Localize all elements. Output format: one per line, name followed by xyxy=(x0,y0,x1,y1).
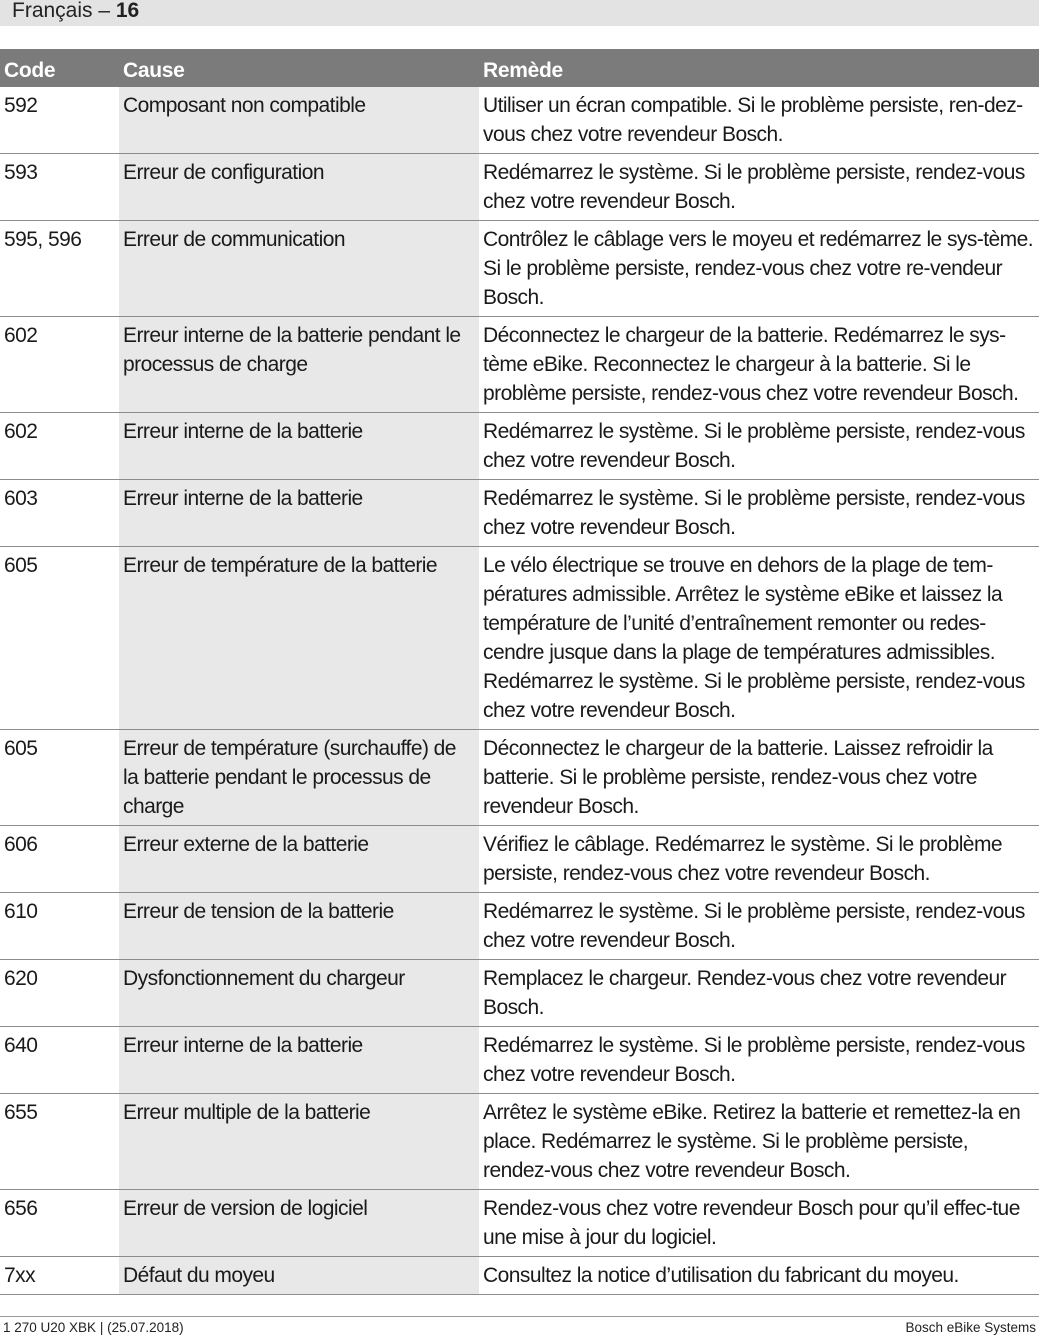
remedy-cell: Arrêtez le système eBike. Retirez la batterie et remettez-la en place. Redémarrez le système. Si le problème persiste, rendez-vous chez votre revendeur Bosch. xyxy=(479,1094,1039,1190)
table-row xyxy=(0,480,1039,547)
footer-brand: Bosch eBike Systems xyxy=(905,1320,1036,1335)
code-cell: 602 xyxy=(0,413,119,480)
remedy-cell: Consultez la notice d’utilisation du fabricant du moyeu. xyxy=(479,1257,1039,1295)
table-row xyxy=(0,893,1039,960)
table-row xyxy=(0,730,1039,826)
cause-cell: Erreur multiple de la batterie xyxy=(119,1094,479,1190)
code-cell: 606 xyxy=(0,826,119,893)
footer-divider xyxy=(0,1316,1039,1317)
table-row xyxy=(0,826,1039,893)
remedy-cell: Redémarrez le système. Si le problème persiste, rendez-vous chez votre revendeur Bosch. xyxy=(479,154,1039,221)
footer-document-id: 1 270 U20 XBK | (25.07.2018) xyxy=(3,1320,184,1335)
code-cell: 640 xyxy=(0,1027,119,1094)
cause-cell: Erreur de configuration xyxy=(119,154,479,221)
remedy-cell: Redémarrez le système. Si le problème persiste, rendez-vous chez votre revendeur Bosch. xyxy=(479,1027,1039,1094)
remedy-cell: Contrôlez le câblage vers le moyeu et redémarrez le sys-tème. Si le problème persiste, rendez-vous chez votre re-vendeur Bosch. xyxy=(479,221,1039,317)
code-cell: 602 xyxy=(0,317,119,413)
table-row xyxy=(0,154,1039,221)
table-row xyxy=(0,221,1039,317)
remedy-cell: Déconnectez le chargeur de la batterie. Redémarrez le sys-tème eBike. Reconnectez le chargeur à la batterie. Si le problème persiste, rendez-vous chez votre revendeur Bosch. xyxy=(479,317,1039,413)
code-cell: 603 xyxy=(0,480,119,547)
column-header-remedy: Remède xyxy=(479,49,1039,87)
remedy-cell: Le vélo électrique se trouve en dehors de la plage de tem-pératures admissible. Arrêtez le système eBike et laissez la température de l’unité d’entraînement remonter ou redes-cendre jusque dans la plage de températures admissibles. Redémarrez le système. Si le problème persiste, rendez-vous chez votre revendeur Bosch. xyxy=(479,547,1039,730)
code-cell: 656 xyxy=(0,1190,119,1257)
cause-cell: Dysfonctionnement du chargeur xyxy=(119,960,479,1027)
remedy-cell: Redémarrez le système. Si le problème persiste, rendez-vous chez votre revendeur Bosch. xyxy=(479,893,1039,960)
cause-cell: Erreur interne de la batterie xyxy=(119,1027,479,1094)
table-row xyxy=(0,1190,1039,1257)
page-number: 16 xyxy=(115,0,140,22)
page-header xyxy=(0,0,1039,26)
cause-cell: Erreur de communication xyxy=(119,221,479,317)
remedy-cell: Utiliser un écran compatible. Si le problème persiste, ren-dez-vous chez votre revendeur Bosch. xyxy=(479,87,1039,154)
table-row xyxy=(0,317,1039,413)
table-row xyxy=(0,87,1039,154)
code-cell: 7xx xyxy=(0,1257,119,1295)
cause-cell: Erreur de tension de la batterie xyxy=(119,893,479,960)
column-header-code: Code xyxy=(0,49,119,87)
page-header-label xyxy=(12,0,139,22)
remedy-cell: Redémarrez le système. Si le problème persiste, rendez-vous chez votre revendeur Bosch. xyxy=(479,413,1039,480)
cause-cell: Composant non compatible xyxy=(119,87,479,154)
cause-cell: Erreur externe de la batterie xyxy=(119,826,479,893)
remedy-cell: Vérifiez le câblage. Redémarrez le système. Si le problème persiste, rendez-vous chez votre revendeur Bosch. xyxy=(479,826,1039,893)
remedy-cell: Remplacez le chargeur. Rendez-vous chez votre revendeur Bosch. xyxy=(479,960,1039,1027)
cause-cell: Erreur de version de logiciel xyxy=(119,1190,479,1257)
cause-cell: Défaut du moyeu xyxy=(119,1257,479,1295)
code-cell: 605 xyxy=(0,547,119,730)
code-cell: 592 xyxy=(0,87,119,154)
table-row xyxy=(0,960,1039,1027)
code-cell: 655 xyxy=(0,1094,119,1190)
table-row xyxy=(0,547,1039,730)
language-label: Français – xyxy=(12,0,116,22)
remedy-cell: Déconnectez le chargeur de la batterie. Laissez refroidir la batterie. Si le problème persiste, rendez-vous chez votre revendeur Bosch. xyxy=(479,730,1039,826)
error-code-table xyxy=(0,49,1039,1295)
cause-cell: Erreur de température de la batterie xyxy=(119,547,479,730)
column-header-cause: Cause xyxy=(119,49,479,87)
code-cell: 610 xyxy=(0,893,119,960)
cause-cell: Erreur de température (surchauffe) de la batterie pendant le processus de charge xyxy=(119,730,479,826)
code-cell: 605 xyxy=(0,730,119,826)
table-row xyxy=(0,413,1039,480)
remedy-cell: Redémarrez le système. Si le problème persiste, rendez-vous chez votre revendeur Bosch. xyxy=(479,480,1039,547)
cause-cell: Erreur interne de la batterie xyxy=(119,480,479,547)
code-cell: 620 xyxy=(0,960,119,1027)
table-header-row xyxy=(0,49,1039,87)
code-cell: 595, 596 xyxy=(0,221,119,317)
table-row xyxy=(0,1257,1039,1295)
code-cell: 593 xyxy=(0,154,119,221)
remedy-cell: Rendez-vous chez votre revendeur Bosch pour qu’il effec-tue une mise à jour du logiciel. xyxy=(479,1190,1039,1257)
table-row xyxy=(0,1094,1039,1190)
table-row xyxy=(0,1027,1039,1094)
cause-cell: Erreur interne de la batterie pendant le processus de charge xyxy=(119,317,479,413)
cause-cell: Erreur interne de la batterie xyxy=(119,413,479,480)
